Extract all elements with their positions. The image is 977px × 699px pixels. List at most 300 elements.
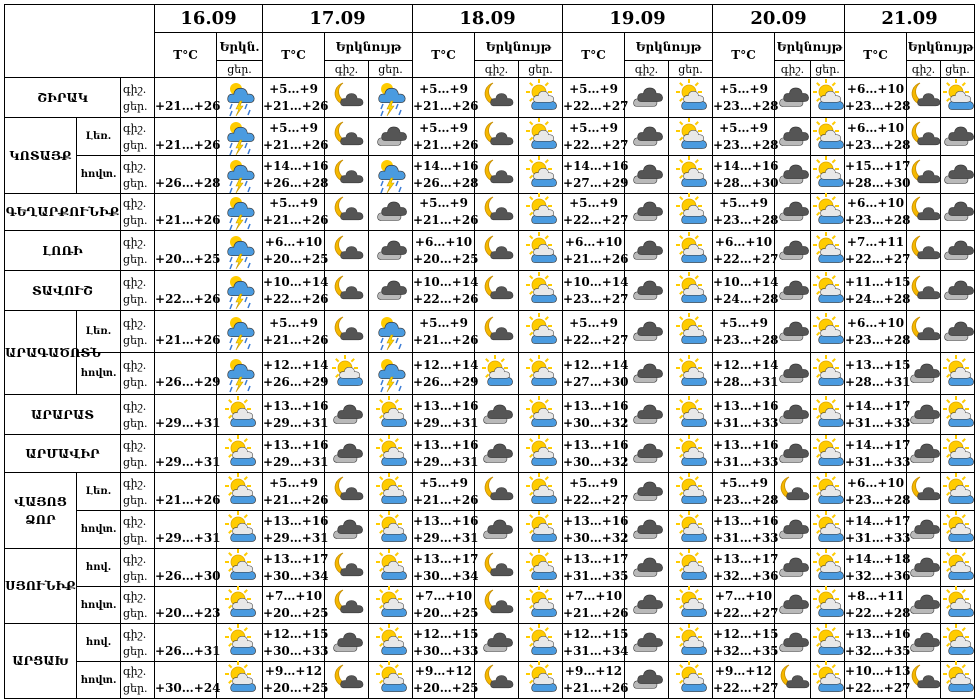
sun-cloud-icon <box>669 511 713 549</box>
temp-cell <box>155 395 221 435</box>
moon-cloud-icon <box>907 473 941 511</box>
day-temp: +22…+27 <box>563 332 629 347</box>
moon-cloud-icon <box>325 231 369 271</box>
period-label: ցեր. <box>123 493 148 507</box>
period-label: գիշ. <box>123 438 147 452</box>
period-label: ցեր. <box>123 416 148 430</box>
region-row <box>5 435 975 473</box>
sun-cloud-icon <box>669 118 713 156</box>
temp-cell <box>845 231 911 271</box>
night-temp: +5…+9 <box>719 196 768 210</box>
night-temp: +6…+10 <box>846 475 905 490</box>
temp-cell <box>413 311 479 353</box>
day-temp: +23…+28 <box>845 213 911 227</box>
temp-cell <box>713 549 779 587</box>
sun-cloud-icon <box>941 624 975 662</box>
temp-header: T°C <box>563 33 625 78</box>
night-temp: +5…+9 <box>719 315 768 330</box>
sun-cloud-icon <box>811 435 845 473</box>
storm-icon <box>369 156 413 194</box>
temp-cell <box>713 194 779 231</box>
night-header: գիշ. <box>325 61 369 78</box>
period-label: ցեր. <box>123 99 148 113</box>
sun-cloud-icon <box>941 78 975 118</box>
day-temp: +22…+27 <box>563 98 629 113</box>
moon-cloud-icon <box>325 549 369 587</box>
temp-cell <box>713 662 779 699</box>
temp-cell <box>155 353 221 395</box>
altitude-zone: հով. <box>77 624 121 662</box>
sun-cloud-icon <box>217 549 263 587</box>
cloud-icon <box>775 353 811 395</box>
sun-cloud-icon <box>941 549 975 587</box>
sun-cloud-icon <box>519 311 563 353</box>
temp-cell <box>413 78 479 118</box>
temp-spacer <box>155 274 216 291</box>
period-label: ցեր. <box>123 531 148 545</box>
moon-cloud-icon <box>907 311 941 353</box>
region-name: ԱՐՑԱԽ <box>5 624 77 699</box>
day-temp: +21…+26 <box>263 492 329 507</box>
temp-cell <box>155 549 221 587</box>
day-temp: +31…+34 <box>563 643 629 658</box>
temp-cell <box>155 311 221 353</box>
sun-cloud-icon <box>217 473 263 511</box>
night-temp: +12…+14 <box>263 357 329 372</box>
sun-cloud-icon <box>669 549 713 587</box>
sun-cloud-icon <box>941 353 975 395</box>
night-temp: +5…+9 <box>269 120 318 135</box>
night-temp: +13…+16 <box>713 398 779 413</box>
period-label: ցեր. <box>123 138 148 152</box>
cloud-icon <box>907 435 941 473</box>
sun-cloud-icon <box>369 435 413 473</box>
temp-cell <box>413 662 479 699</box>
cloud-icon <box>475 511 519 549</box>
temp-cell <box>563 156 629 194</box>
sun-cloud-icon <box>369 624 413 662</box>
day-temp: +21…+26 <box>413 98 479 113</box>
day-temp: +20…+25 <box>263 251 329 266</box>
moon-cloud-icon <box>325 311 369 353</box>
temp-cell <box>713 271 779 311</box>
temp-cell <box>845 395 911 435</box>
date-header: 19.09 <box>563 5 713 33</box>
day-temp: +30…+32 <box>563 415 629 430</box>
region-name: ԱՐԱԳԱԾՈՏՆ <box>5 311 77 395</box>
moon-cloud-icon <box>475 662 519 699</box>
temp-cell <box>563 662 629 699</box>
day-temp: +21…+26 <box>263 98 329 113</box>
cloud-icon <box>775 587 811 624</box>
night-temp: +14…+17 <box>845 437 911 452</box>
night-temp: +6…+10 <box>264 234 323 249</box>
night-header: գիշ. <box>625 61 669 78</box>
sun-cloud-icon <box>369 511 413 549</box>
day-temp: +20…+25 <box>263 606 329 620</box>
day-temp: +30…+34 <box>263 568 329 583</box>
temp-cell <box>563 587 629 624</box>
night-temp: +5…+9 <box>419 196 468 210</box>
temp-cell <box>263 395 329 435</box>
temp-header: T°C <box>845 33 907 78</box>
sun-cloud-icon <box>217 395 263 435</box>
sun-cloud-icon <box>669 156 713 194</box>
sun-cloud-icon <box>941 662 975 699</box>
day-temp: +26…+31 <box>155 643 221 658</box>
night-temp: +6…+10 <box>846 81 905 96</box>
night-header: գիշ. <box>475 61 519 78</box>
day-temp: +23…+28 <box>713 98 779 113</box>
temp-cell <box>845 473 911 511</box>
day-temp: +23…+28 <box>713 213 779 227</box>
night-temp: +13…+16 <box>413 513 479 528</box>
forecast-table <box>4 4 975 699</box>
day-temp: +32…+35 <box>713 643 779 658</box>
cloud-icon <box>775 395 811 435</box>
night-header: գիշ. <box>775 61 811 78</box>
day-temp: +20…+25 <box>413 251 479 266</box>
temp-cell <box>155 511 221 549</box>
temp-cell <box>413 587 479 624</box>
sun-cloud-icon <box>811 353 845 395</box>
night-temp: +13…+16 <box>263 437 329 452</box>
temp-spacer <box>155 357 216 374</box>
moon-cloud-icon <box>475 587 519 624</box>
cloud-icon <box>625 624 669 662</box>
storm-icon <box>369 311 413 353</box>
storm-icon <box>217 194 263 231</box>
temp-header: T°C <box>155 33 217 78</box>
night-temp: +15…+17 <box>845 158 911 173</box>
night-temp: +6…+10 <box>846 315 905 330</box>
day-temp: +30…+24 <box>155 681 221 695</box>
day-temp: +29…+31 <box>263 530 329 545</box>
sky-header: Երկնույթ <box>775 33 845 61</box>
temp-cell <box>155 118 221 156</box>
altitude-zone: հովտ. <box>77 353 121 395</box>
temp-cell <box>263 271 329 311</box>
sky-header: Երկնույթ <box>325 33 413 61</box>
temp-spacer <box>155 120 216 137</box>
day-temp: +23…+28 <box>845 332 911 347</box>
night-temp: +7…+10 <box>264 589 323 603</box>
day-header: ցեր. <box>217 61 263 78</box>
sun-cloud-icon <box>369 473 413 511</box>
day-header: ցեր. <box>369 61 413 78</box>
sky-header: Երկնույթ <box>907 33 975 61</box>
day-temp: +23…+28 <box>845 98 911 113</box>
temp-cell <box>563 78 629 118</box>
temp-spacer <box>155 398 216 415</box>
day-temp: +22…+27 <box>713 251 779 266</box>
temp-cell <box>155 587 221 624</box>
night-temp: +6…+10 <box>564 234 623 249</box>
period-labels <box>121 549 155 587</box>
night-temp: +8…+11 <box>846 589 905 603</box>
sun-cloud-icon <box>217 587 263 624</box>
day-temp: +24…+28 <box>845 291 911 306</box>
sun-cloud-icon <box>811 511 845 549</box>
corner-cell <box>5 5 155 78</box>
day-temp: +30…+34 <box>413 568 479 583</box>
temp-cell <box>413 271 479 311</box>
region-row <box>5 473 975 511</box>
night-temp: +12…+15 <box>413 626 479 641</box>
sky-header: Երկն. <box>217 33 263 61</box>
night-temp: +5…+9 <box>569 120 618 135</box>
temp-cell <box>263 511 329 549</box>
temp-cell <box>563 473 629 511</box>
sun-cloud-icon <box>669 353 713 395</box>
altitude-zone: Լեռ. <box>77 311 121 353</box>
night-temp: +14…+16 <box>563 158 629 173</box>
night-temp: +10…+14 <box>263 274 329 289</box>
period-label: ցեր. <box>123 252 148 266</box>
night-temp: +13…+16 <box>263 398 329 413</box>
temp-cell <box>563 435 629 473</box>
cloud-icon <box>775 624 811 662</box>
day-temp: +26…+29 <box>263 374 329 389</box>
period-label: գիշ. <box>123 476 147 490</box>
moon-cloud-icon <box>475 118 519 156</box>
day-temp: +31…+33 <box>713 415 779 430</box>
day-temp: +23…+28 <box>713 137 779 152</box>
cloud-icon <box>907 511 941 549</box>
region-row <box>5 78 975 118</box>
night-temp: +13…+16 <box>413 398 479 413</box>
temp-cell <box>413 624 479 662</box>
night-temp: +6…+10 <box>414 234 473 249</box>
sun-cloud-icon <box>369 587 413 624</box>
day-temp: +21…+26 <box>413 492 479 507</box>
temp-cell <box>713 156 779 194</box>
night-temp: +14…+18 <box>845 551 911 566</box>
cloud-icon <box>775 549 811 587</box>
sun-cloud-icon <box>941 473 975 511</box>
cloud-icon <box>325 624 369 662</box>
cloud-icon <box>369 271 413 311</box>
cloud-icon <box>625 511 669 549</box>
temp-cell <box>413 473 479 511</box>
cloud-icon <box>625 118 669 156</box>
altitude-zone: հովտ. <box>77 587 121 624</box>
cloud-icon <box>775 311 811 353</box>
cloud-icon <box>941 194 975 231</box>
sun-cloud-icon <box>669 194 713 231</box>
temp-cell <box>263 78 329 118</box>
night-temp: +10…+14 <box>563 274 629 289</box>
moon-cloud-icon <box>325 662 369 699</box>
region-name: ԼՈՌԻ <box>5 231 121 271</box>
moon-cloud-icon <box>475 78 519 118</box>
day-temp: +32…+36 <box>845 568 911 583</box>
night-temp: +10…+13 <box>845 664 911 678</box>
cloud-icon <box>775 511 811 549</box>
day-temp: +22…+27 <box>845 681 911 695</box>
night-temp: +13…+16 <box>845 626 911 641</box>
day-temp: +21…+26 <box>155 332 221 347</box>
night-temp: +5…+9 <box>719 81 768 96</box>
night-temp: +9…+12 <box>714 664 773 678</box>
day-temp: +31…+35 <box>563 568 629 583</box>
altitude-zone: Լեռ. <box>77 473 121 511</box>
day-temp: +23…+28 <box>845 492 911 507</box>
sun-cloud-icon <box>519 231 563 271</box>
region-row <box>5 194 975 231</box>
sun-cloud-icon <box>217 662 263 699</box>
period-label: գիշ. <box>123 627 147 641</box>
period-labels <box>121 473 155 511</box>
day-temp: +21…+26 <box>155 98 221 113</box>
day-temp: +21…+26 <box>413 213 479 227</box>
period-label: գիշ. <box>123 235 147 249</box>
moon-cloud-icon <box>775 473 811 511</box>
temp-cell <box>155 271 221 311</box>
night-temp: +12…+14 <box>413 357 479 372</box>
temp-cell <box>155 624 221 662</box>
period-labels <box>121 118 155 156</box>
sun-cloud-icon <box>811 194 845 231</box>
night-temp: +14…+16 <box>413 158 479 173</box>
sun-cloud-icon <box>669 624 713 662</box>
temp-cell <box>413 549 479 587</box>
moon-cloud-icon <box>475 231 519 271</box>
period-label: գիշ. <box>123 275 147 289</box>
region-name: ԿՈՏԱՅՔ <box>5 118 77 194</box>
moon-cloud-icon <box>475 271 519 311</box>
night-temp: +14…+17 <box>845 513 911 528</box>
day-temp: +20…+23 <box>155 606 221 620</box>
temp-cell <box>845 156 911 194</box>
region-row <box>5 511 975 549</box>
temp-cell <box>845 118 911 156</box>
night-temp: +14…+16 <box>263 158 329 173</box>
night-temp: +7…+10 <box>564 589 623 603</box>
sun-cloud-icon <box>669 435 713 473</box>
moon-cloud-icon <box>907 662 941 699</box>
day-temp: +31…+33 <box>845 454 911 469</box>
cloud-icon <box>775 156 811 194</box>
night-temp: +10…+14 <box>713 274 779 289</box>
night-temp: +7…+10 <box>714 589 773 603</box>
period-labels <box>121 435 155 473</box>
night-temp: +5…+9 <box>569 475 618 490</box>
cloud-icon <box>941 231 975 271</box>
day-temp: +21…+26 <box>263 213 329 227</box>
night-temp: +5…+9 <box>419 315 468 330</box>
temp-cell <box>413 156 479 194</box>
moon-cloud-icon <box>775 662 811 699</box>
day-temp: +21…+26 <box>155 137 221 152</box>
temp-cell <box>713 511 779 549</box>
storm-icon <box>369 78 413 118</box>
night-temp: +13…+16 <box>563 513 629 528</box>
day-temp: +22…+27 <box>563 492 629 507</box>
night-temp: +10…+14 <box>413 274 479 289</box>
sun-cloud-icon <box>669 662 713 699</box>
forecast-table-wrap <box>4 4 975 699</box>
night-temp: +14…+16 <box>713 158 779 173</box>
day-temp: +26…+30 <box>155 568 221 583</box>
day-temp: +31…+33 <box>713 454 779 469</box>
temp-cell <box>713 624 779 662</box>
temp-spacer <box>155 513 216 530</box>
sun-cloud-icon <box>811 311 845 353</box>
cloud-icon <box>941 271 975 311</box>
period-label: գիշ. <box>123 159 147 173</box>
sun-cloud-icon <box>369 662 413 699</box>
cloud-icon <box>625 473 669 511</box>
temp-cell <box>155 662 221 699</box>
night-temp: +6…+10 <box>846 196 905 210</box>
temp-cell <box>263 118 329 156</box>
day-header: ցեր. <box>811 61 845 78</box>
period-label: գիշ. <box>123 358 147 372</box>
region-row <box>5 353 975 395</box>
night-temp: +13…+17 <box>563 551 629 566</box>
region-row <box>5 549 975 587</box>
temp-spacer <box>155 195 216 212</box>
temp-spacer <box>155 551 216 568</box>
day-temp: +26…+29 <box>413 374 479 389</box>
storm-icon <box>217 311 263 353</box>
night-temp: +5…+9 <box>269 475 318 490</box>
night-temp: +9…+12 <box>564 664 623 678</box>
night-temp: +11…+15 <box>845 274 911 289</box>
night-temp: +13…+16 <box>563 398 629 413</box>
period-label: գիշ. <box>123 316 147 330</box>
period-labels <box>121 271 155 311</box>
cloud-icon <box>325 435 369 473</box>
sun-cloud-icon <box>519 353 563 395</box>
temp-cell <box>713 118 779 156</box>
sun-cloud-icon <box>519 587 563 624</box>
cloud-icon <box>369 194 413 231</box>
cloud-icon <box>625 353 669 395</box>
night-header: գիշ. <box>907 61 941 78</box>
day-temp: +29…+31 <box>155 415 221 430</box>
night-temp: +13…+15 <box>845 357 911 372</box>
moon-cloud-icon <box>475 156 519 194</box>
day-temp: +30…+32 <box>563 454 629 469</box>
temp-cell <box>845 511 911 549</box>
temp-cell <box>263 194 329 231</box>
storm-icon <box>217 118 263 156</box>
cloud-icon <box>475 395 519 435</box>
sun-cloud-icon <box>519 511 563 549</box>
night-temp: +5…+9 <box>419 81 468 96</box>
cloud-icon <box>475 435 519 473</box>
day-header: ցեր. <box>669 61 713 78</box>
period-labels <box>121 662 155 699</box>
cloud-icon <box>625 435 669 473</box>
period-labels <box>121 156 155 194</box>
day-temp: +22…+26 <box>155 291 221 306</box>
temp-cell <box>263 473 329 511</box>
temp-cell <box>713 473 779 511</box>
day-temp: +22…+27 <box>713 606 779 620</box>
cloud-icon <box>775 271 811 311</box>
temp-cell <box>563 271 629 311</box>
cloud-icon <box>907 395 941 435</box>
sun-cloud-icon <box>811 231 845 271</box>
temp-cell <box>713 587 779 624</box>
night-temp: +12…+15 <box>713 626 779 641</box>
day-temp: +29…+31 <box>263 454 329 469</box>
day-temp: +31…+33 <box>845 415 911 430</box>
night-temp: +13…+16 <box>263 513 329 528</box>
